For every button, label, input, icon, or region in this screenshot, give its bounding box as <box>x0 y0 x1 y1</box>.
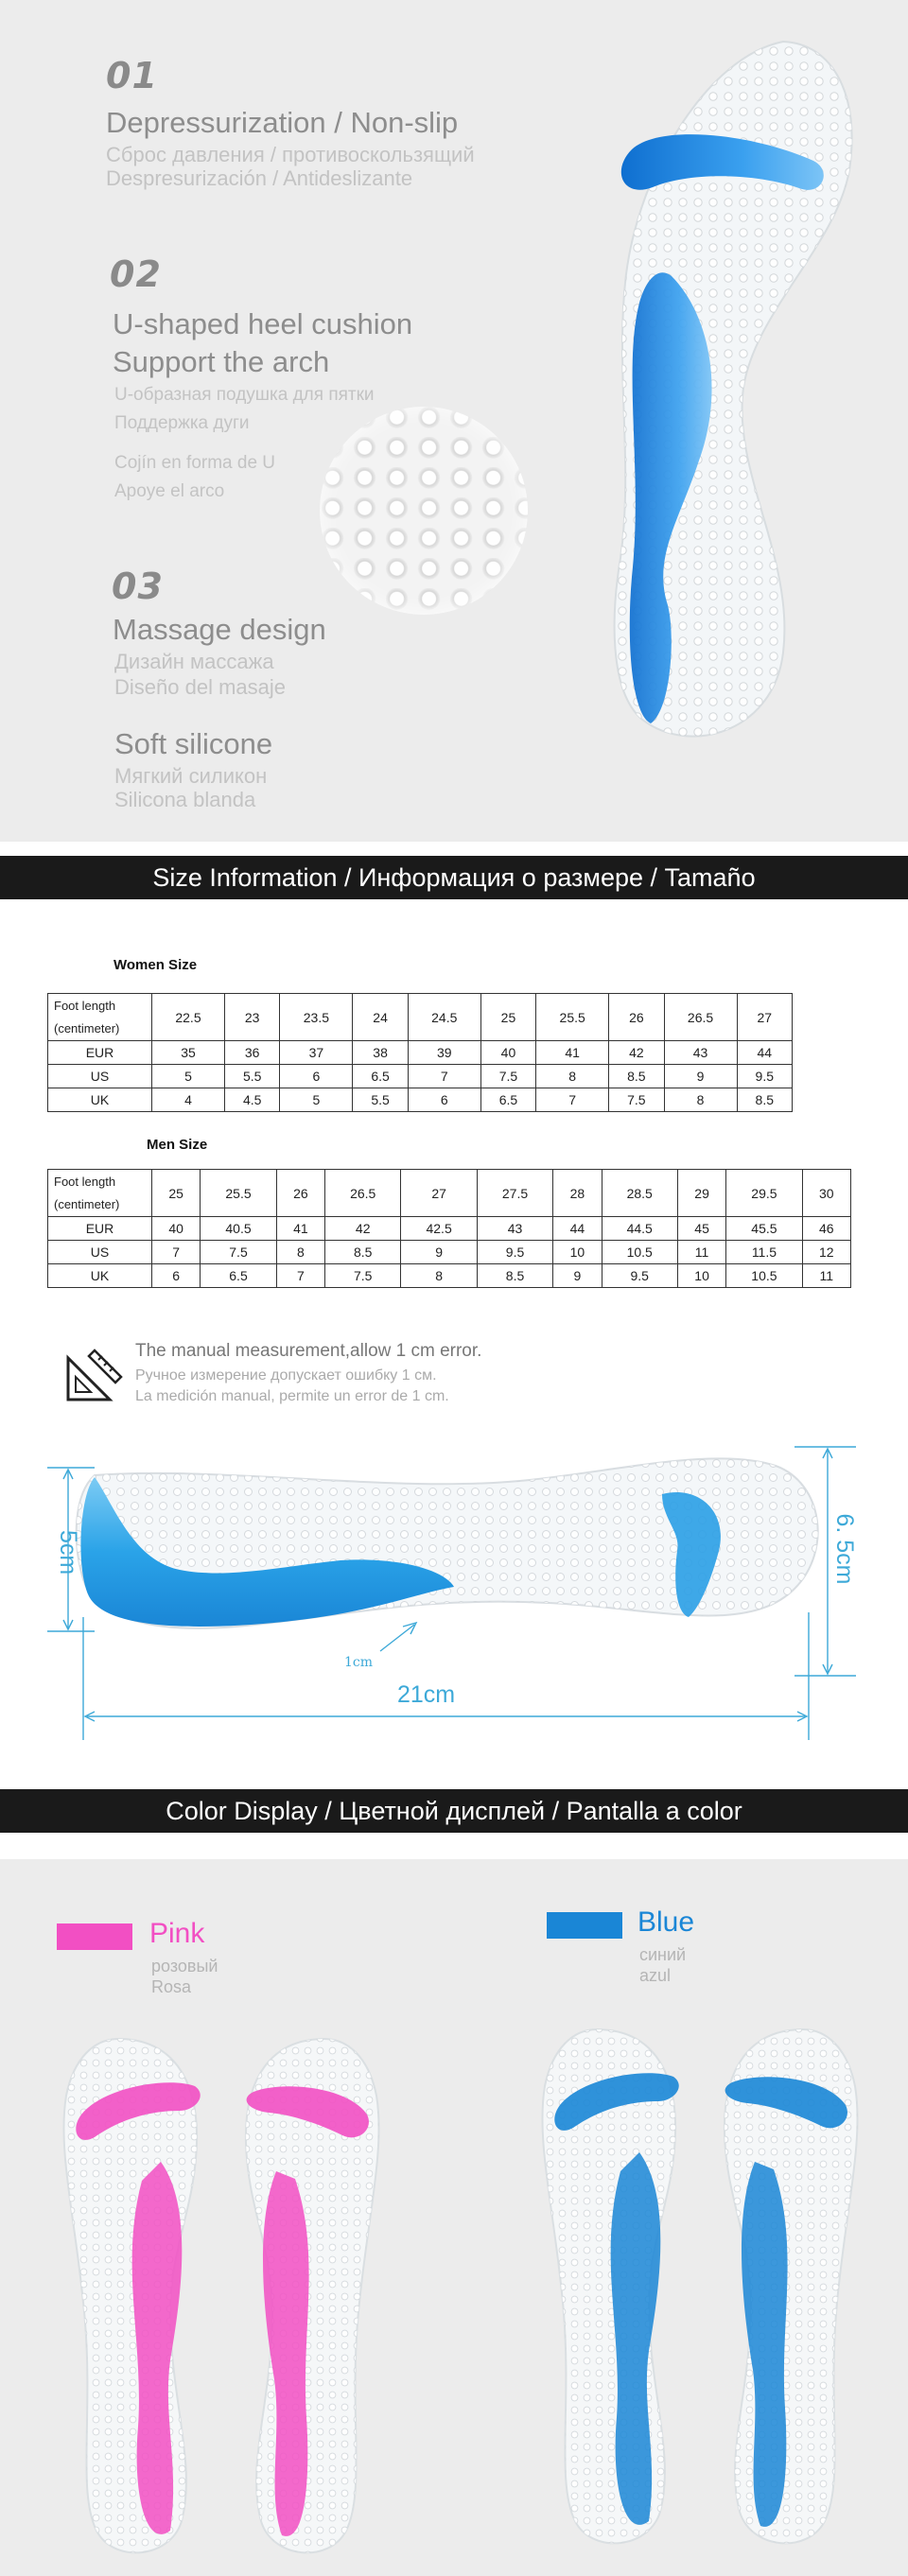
table-cell: 42 <box>609 1041 664 1065</box>
feature-title: Massage design <box>113 613 326 646</box>
table-cell: 9.5 <box>602 1264 677 1288</box>
table-cell: 7.5 <box>201 1241 276 1264</box>
color-display-banner: Color Display / Цветной дисплей / Pantalla a color <box>0 1789 908 1833</box>
table-cell: 35 <box>152 1041 225 1065</box>
blue-label-ru: синий <box>639 1945 687 1964</box>
table-cell: 7.5 <box>609 1088 664 1112</box>
color-display-section <box>0 1859 908 2576</box>
table-cell: 10 <box>677 1264 725 1288</box>
feature-subtitle: Apoye el arco <box>114 481 225 501</box>
feature-subtitle: Поддержка дуги <box>114 413 250 433</box>
table-cell: 26 <box>276 1170 324 1217</box>
table-cell: 27.5 <box>477 1170 552 1217</box>
blue-insole-left <box>542 2029 678 2543</box>
pink-insole-right <box>246 2039 379 2552</box>
table-row-header: US <box>48 1065 152 1088</box>
table-cell: 6.5 <box>201 1264 276 1288</box>
table-cell: 26 <box>609 994 664 1041</box>
table-cell: 44 <box>737 1041 792 1065</box>
table-cell: 29 <box>677 1170 725 1217</box>
table-cell: 7 <box>276 1264 324 1288</box>
color-insoles-image <box>0 2010 908 2568</box>
table-row <box>48 994 793 1041</box>
feature-number: 03 <box>112 566 164 607</box>
table-cell: 9 <box>553 1264 602 1288</box>
men-size-table <box>47 1169 851 1288</box>
table-cell: 44.5 <box>602 1217 677 1241</box>
women-size-table <box>47 993 793 1112</box>
table-cell: 6 <box>408 1088 480 1112</box>
table-cell: 45 <box>677 1217 725 1241</box>
feature-subtitle: Мягкий силикон <box>114 764 268 788</box>
table-cell: 11 <box>802 1264 850 1288</box>
table-cell: 24.5 <box>408 994 480 1041</box>
feature-subtitle: Diseño del masaje <box>114 675 286 699</box>
table-row-header: UK <box>48 1264 152 1288</box>
feature-subtitle: Сброс давления / противоскользящий <box>106 143 475 166</box>
features-section <box>0 0 908 842</box>
table-cell: 8.5 <box>737 1088 792 1112</box>
blue-label: Blue <box>637 1906 695 1938</box>
table-cell: 9 <box>664 1065 737 1088</box>
silicone-texture-closeup <box>320 407 528 615</box>
front-width-label: 6. 5cm <box>831 1513 858 1585</box>
table-cell: 42.5 <box>401 1217 477 1241</box>
table-cell: 6.5 <box>353 1065 408 1088</box>
feature-number: 01 <box>106 55 158 96</box>
table-cell: 23.5 <box>280 994 353 1041</box>
table-cell: 7 <box>152 1241 201 1264</box>
table-row-header: US <box>48 1241 152 1264</box>
table-row <box>48 1065 793 1088</box>
blue-insole-right <box>725 2029 858 2543</box>
table-cell: 7.5 <box>480 1065 535 1088</box>
blue-swatch <box>547 1912 622 1939</box>
pink-swatch <box>57 1923 132 1950</box>
feature-subtitle: Silicona blanda <box>114 788 256 811</box>
table-row <box>48 1088 793 1112</box>
table-row <box>48 1241 851 1264</box>
table-cell: 44 <box>553 1217 602 1241</box>
women-size-label: Women Size <box>114 957 198 973</box>
table-cell: 12 <box>802 1241 850 1264</box>
feature-number: 02 <box>110 253 162 295</box>
table-cell: 29.5 <box>726 1170 802 1217</box>
pink-label-es: Rosa <box>151 1977 192 1996</box>
pink-label: Pink <box>149 1918 205 1949</box>
table-cell: 11 <box>677 1241 725 1264</box>
length-label: 21cm <box>397 1681 456 1708</box>
table-cell: 37 <box>280 1041 353 1065</box>
table-cell: 8.5 <box>325 1241 401 1264</box>
table-cell: 8.5 <box>609 1065 664 1088</box>
table-cell: 25 <box>480 994 535 1041</box>
insole-product-image <box>585 28 868 766</box>
table-cell: 42 <box>325 1217 401 1241</box>
feature-title: U-shaped heel cushion <box>113 307 413 340</box>
table-cell: 40.5 <box>201 1217 276 1241</box>
table-cell: 39 <box>408 1041 480 1065</box>
feature-title: Depressurization / Non-slip <box>106 106 459 139</box>
table-cell: 5.5 <box>224 1065 279 1088</box>
table-cell: 4 <box>152 1088 225 1112</box>
table-row-header: EUR <box>48 1217 152 1241</box>
table-header-cell <box>48 1170 152 1217</box>
table-cell: 8 <box>276 1241 324 1264</box>
ruler-triangle-icon <box>62 1345 129 1405</box>
table-row <box>48 1041 793 1065</box>
blue-label-es: azul <box>639 1966 672 1985</box>
table-cell: 7 <box>536 1088 609 1112</box>
table-cell: 38 <box>353 1041 408 1065</box>
table-row-header: EUR <box>48 1041 152 1065</box>
table-cell: 40 <box>152 1217 201 1241</box>
table-row <box>48 1217 851 1241</box>
table-cell: 43 <box>664 1041 737 1065</box>
table-cell: 25.5 <box>536 994 609 1041</box>
thickness-label: 1cm <box>344 1655 374 1670</box>
table-cell: 27 <box>737 994 792 1041</box>
table-cell: 40 <box>480 1041 535 1065</box>
measurement-note-ru: Ручное измерение допускает ошибку 1 см. <box>135 1367 437 1384</box>
table-cell: 7 <box>408 1065 480 1088</box>
size-information-banner: Size Information / Информация о размере / Tamaño <box>0 856 908 899</box>
table-cell: 7.5 <box>325 1264 401 1288</box>
table-cell: 10 <box>553 1241 602 1264</box>
foot-length-unit: (centimeter) <box>54 1020 120 1036</box>
table-cell: 27 <box>401 1170 477 1217</box>
table-cell: 46 <box>802 1217 850 1241</box>
table-cell: 8 <box>664 1088 737 1112</box>
table-cell: 23 <box>224 994 279 1041</box>
measurement-note-en: The manual measurement,allow 1 cm error. <box>135 1341 482 1361</box>
table-cell: 43 <box>477 1217 552 1241</box>
table-cell: 8.5 <box>477 1264 552 1288</box>
table-cell: 11.5 <box>726 1241 802 1264</box>
table-cell: 25.5 <box>201 1170 276 1217</box>
table-cell: 10.5 <box>602 1241 677 1264</box>
width-label: 5cm <box>55 1530 81 1575</box>
table-cell: 41 <box>276 1217 324 1241</box>
table-cell: 5.5 <box>353 1088 408 1112</box>
table-cell: 9 <box>401 1241 477 1264</box>
table-cell: 6 <box>280 1065 353 1088</box>
table-cell: 5 <box>152 1065 225 1088</box>
pink-label-ru: розовый <box>151 1957 218 1976</box>
table-row <box>48 1170 851 1217</box>
feature-title: Support the arch <box>113 345 330 378</box>
measurement-note-es: La medición manual, permite un error de 1 cm. <box>135 1388 449 1404</box>
table-cell: 24 <box>353 994 408 1041</box>
foot-length-label: Foot length <box>54 1174 116 1189</box>
table-cell: 26.5 <box>664 994 737 1041</box>
table-cell: 8 <box>536 1065 609 1088</box>
table-cell: 28.5 <box>602 1170 677 1217</box>
table-cell: 25 <box>152 1170 201 1217</box>
feature-subtitle: Despresurización / Antideslizante <box>106 166 413 190</box>
feature-subtitle: U-образная подушка для пятки <box>114 385 375 405</box>
men-size-label: Men Size <box>147 1137 208 1153</box>
table-cell: 26.5 <box>325 1170 401 1217</box>
table-cell: 9.5 <box>737 1065 792 1088</box>
table-cell: 8 <box>401 1264 477 1288</box>
table-cell: 6 <box>152 1264 201 1288</box>
table-row <box>48 1264 851 1288</box>
table-cell: 22.5 <box>152 994 225 1041</box>
table-cell: 36 <box>224 1041 279 1065</box>
foot-length-label: Foot length <box>54 998 116 1013</box>
table-cell: 6.5 <box>480 1088 535 1112</box>
feature-title: Soft silicone <box>114 727 273 760</box>
table-cell: 5 <box>280 1088 353 1112</box>
table-header-cell <box>48 994 152 1041</box>
table-cell: 28 <box>553 1170 602 1217</box>
foot-length-unit: (centimeter) <box>54 1196 120 1211</box>
table-cell: 10.5 <box>726 1264 802 1288</box>
feature-subtitle: Cojín en forma de U <box>114 453 276 473</box>
table-cell: 41 <box>536 1041 609 1065</box>
feature-subtitle: Дизайн массажа <box>114 650 274 673</box>
pink-insole-left <box>63 2039 200 2552</box>
table-cell: 45.5 <box>726 1217 802 1241</box>
table-cell: 9.5 <box>477 1241 552 1264</box>
table-cell: 4.5 <box>224 1088 279 1112</box>
table-row-header: UK <box>48 1088 152 1112</box>
table-cell: 30 <box>802 1170 850 1217</box>
